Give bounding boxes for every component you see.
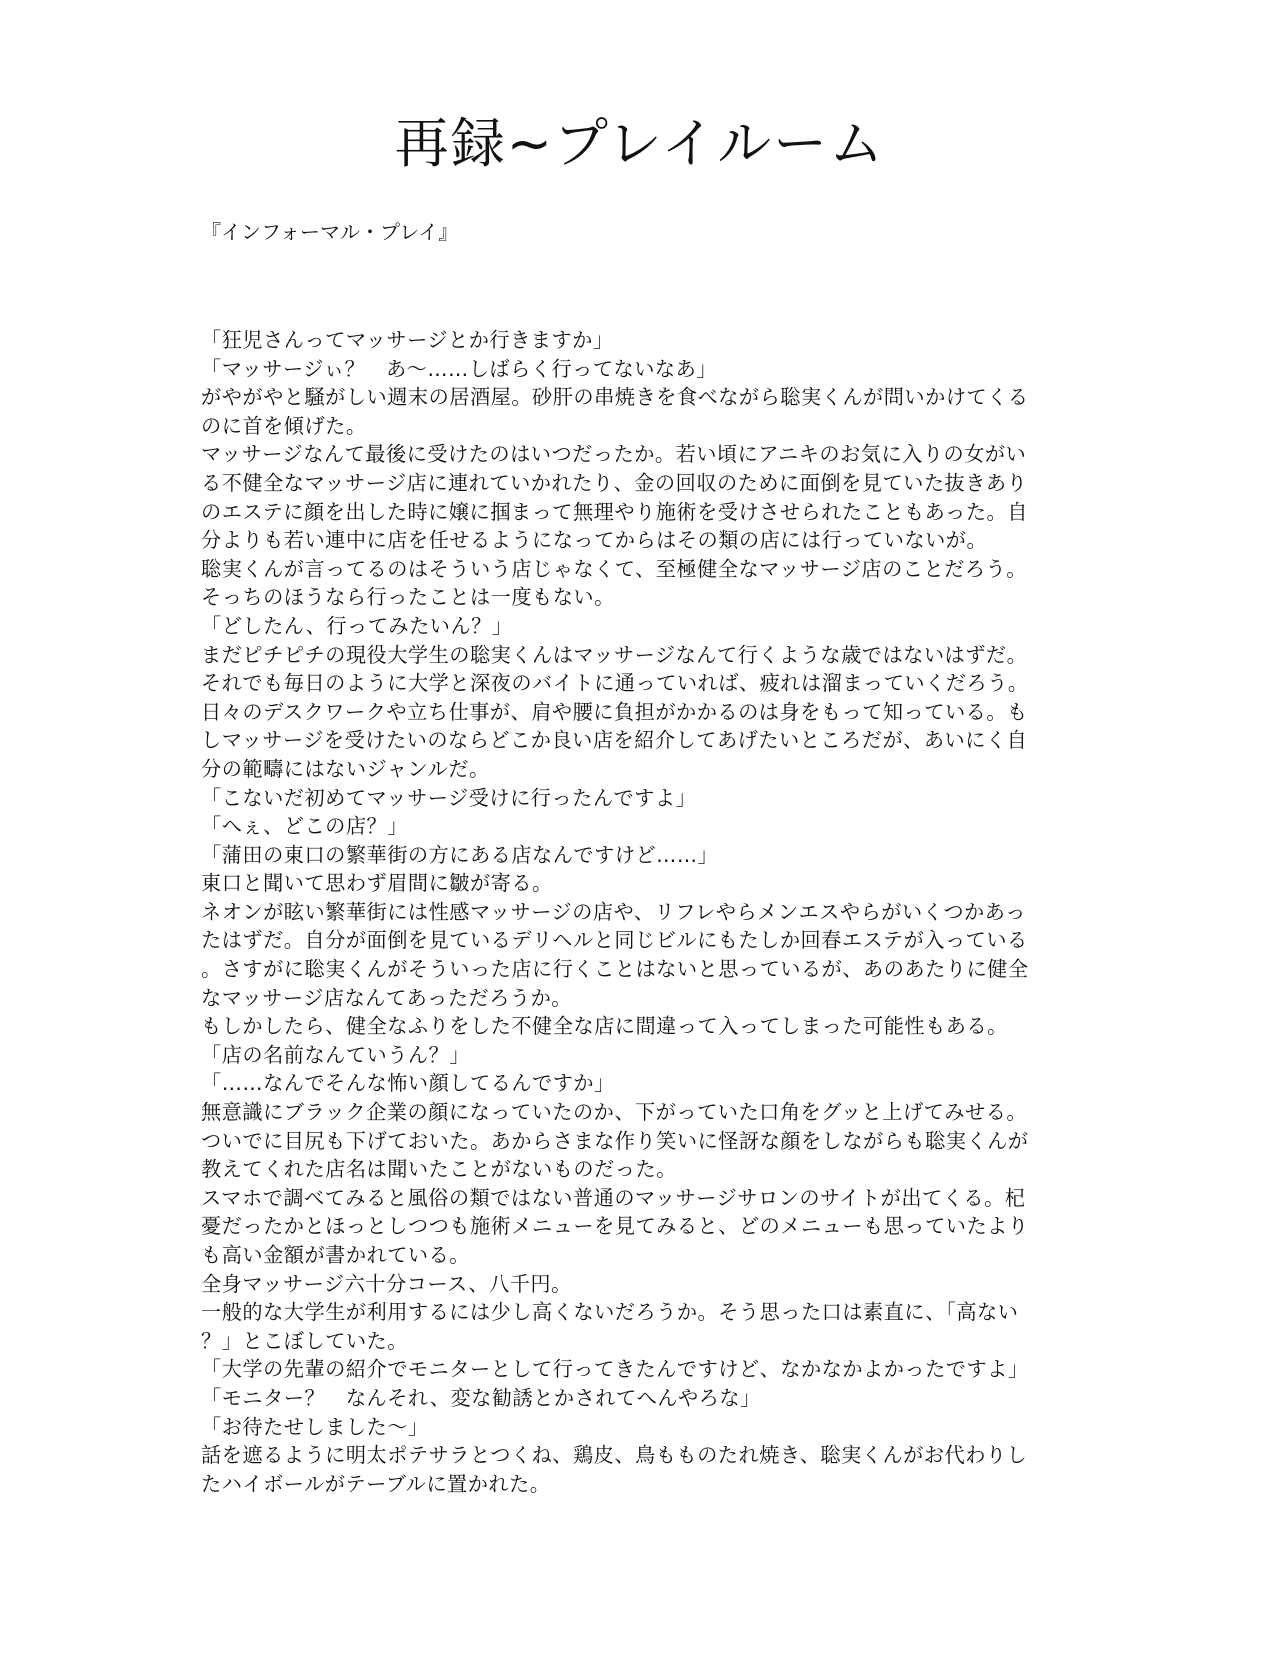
text-line: ？」とこぼしていた。 <box>201 1328 408 1353</box>
text-line: 一般的な大学生が利用するには少し高くないだろうか。そう思った口は素直に、「高ない <box>201 1300 1019 1325</box>
text-line: もしかしたら、健全なふりをした不健全な店に間違って入ってしまった可能性もある。 <box>201 1014 1008 1039</box>
text-line: しマッサージを受けたいのならどこか良い店を紹介してあげたいところだが、あいにく自 <box>201 728 1028 753</box>
text-line: 「店の名前なんていうん？」 <box>201 1042 470 1067</box>
text-line: 教えてくれた店名は聞いたことがないものだった。 <box>201 1157 677 1182</box>
page-title: 再録~プレイルーム <box>394 112 886 175</box>
text-line: る不健全なマッサージ店に連れていかれたり、金の回収のために面倒を見ていた抜きあり <box>201 470 1028 495</box>
text-line: 。さすがに聡実くんがそういった店に行くことはないと思っているが、あのあたりに健全 <box>201 957 1029 982</box>
text-line: がやがやと騒がしい週末の居酒屋。砂肝の串焼きを食べながら聡実くんが問いかけてくる <box>201 385 1029 410</box>
text-line: 「大学の先輩の紹介でモニターとして行ってきたんですけど、なかなかよかったですよ」 <box>201 1357 1029 1382</box>
text-line: のに首を傾げた。 <box>201 413 367 438</box>
text-line: 「マッサージぃ？ あ〜……しばらく行ってないなあ」 <box>201 356 717 381</box>
text-line: 「へぇ、どこの店？」 <box>201 814 408 839</box>
text-line: それでも毎日のように大学と深夜のバイトに通っていれば、疲れは溜まっていくだろう。 <box>201 671 1029 696</box>
text-line: も高い金額が書かれている。 <box>201 1243 470 1267</box>
text-line: 日々のデスクワークや立ち仕事が、肩や腰に負担がかかるのは身をもって知っている。も <box>201 699 1028 724</box>
body-text <box>201 326 1081 1498</box>
text-line: 分の範疇にはないジャンルだ。 <box>201 756 490 781</box>
text-line: 東口と聞いて思わず眉間に皺が寄る。 <box>201 871 553 896</box>
text-line: なマッサージ店なんてあっただろうか。 <box>201 985 572 1010</box>
text-line: 分よりも若い連中に店を任せるようになってからはその類の店には行っていないが。 <box>201 528 988 553</box>
text-line: 「……なんでそんな怖い顔してるんですか」 <box>201 1071 615 1096</box>
text-line: 「蒲田の東口の繁華街の方にある店なんですけど……」 <box>201 842 719 867</box>
text-line: 「お待たせしました〜」 <box>201 1414 429 1439</box>
text-line: まだピチピチの現役大学生の聡実くんはマッサージなんて行くような歳ではないはずだ。 <box>201 642 1028 667</box>
text-line: スマホで調べてみると風俗の類ではない普通のマッサージサロンのサイトが出てくる。杞 <box>201 1185 1026 1210</box>
text-line: たはずだ。自分が面倒を見ているデリヘルと同じビルにもたしか回春エステが入っている <box>201 928 1028 953</box>
text-line: ついでに目尻も下げておいた。あからさまな作り笑いに怪訝な顔をしながらも聡実くんが <box>201 1128 1029 1153</box>
text-line: 「こないだ初めてマッサージ受けに行ったんですよ」 <box>201 785 697 810</box>
text-line: のエステに顔を出した時に嬢に掴まって無理やり施術を受けさせられたこともあった。自 <box>201 499 1028 524</box>
text-line: ネオンが眩い繁華街には性感マッサージの店や、リフレやらメンエスやらがいくつかあっ <box>201 899 1026 924</box>
text-line: 聡実くんが言ってるのはそういう店じゃなくて、至極健全なマッサージ店のことだろう。 <box>201 556 1027 581</box>
text-line: 憂だったかとほっとしつつも施術メニューを見てみると、どのメニューも思っていたより <box>201 1214 1029 1239</box>
text-line: そっちのほうなら行ったことは一度もない。 <box>201 585 615 610</box>
text-line: 「どしたん、行ってみたいん？」 <box>201 613 513 638</box>
text-line: 無意識にブラック企業の顔になっていたのか、下がっていた口角をグッと上げてみせる。 <box>201 1100 1028 1125</box>
text-line: 話を遮るように明太ポテサラとつくね、鶏皮、鳥もものたれ焼き、聡実くんがお代わりし <box>201 1443 1028 1468</box>
text-line: 「狂児さんってマッサージとか行きますか」 <box>201 328 614 352</box>
text-line: 「モニター？ なんそれ、変な勧誘とかされてへんやろな」 <box>201 1385 761 1410</box>
chapter-subtitle: 『インフォーマル・プレイ』 <box>201 220 459 244</box>
text-line: マッサージなんて最後に受けたのはいつだったか。若い頃にアニキのお気に入りの女がい <box>201 442 1027 467</box>
text-line: たハイボールがテーブルに置かれた。 <box>201 1471 551 1496</box>
text-line: 全身マッサージ六十分コース、八千円。 <box>201 1271 572 1296</box>
